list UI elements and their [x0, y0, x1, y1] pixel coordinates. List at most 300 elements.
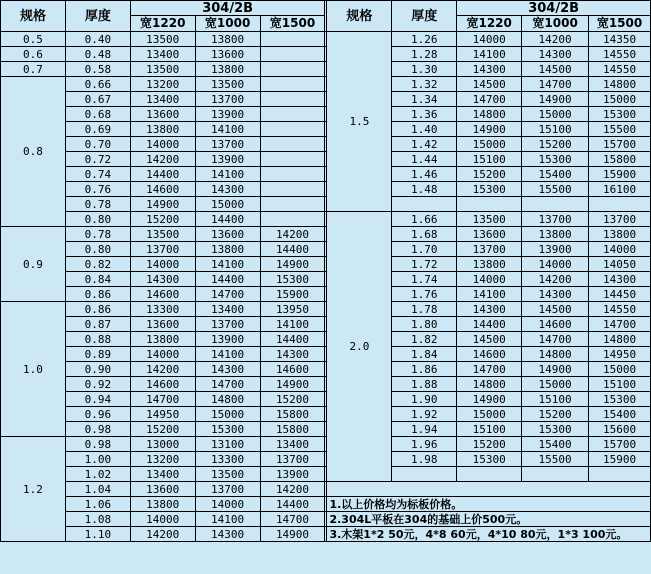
table-row	[1, 512, 651, 527]
column-gap	[325, 122, 327, 137]
table-row	[1, 32, 651, 47]
price-w1000-cell: 14700	[195, 377, 260, 392]
price-w1500-cell: 14550	[589, 302, 651, 317]
thickness-header-left: 厚度	[65, 1, 130, 32]
price-w1500-cell: 13400	[260, 437, 325, 452]
price-w1500-cell: 15200	[260, 392, 325, 407]
thickness-cell: 1.42	[392, 137, 457, 152]
price-w1220-cell: 14950	[130, 407, 195, 422]
price-w1220-cell: 13600	[130, 107, 195, 122]
price-w1220-cell: 13000	[130, 437, 195, 452]
price-w1500-cell: 15000	[589, 362, 651, 377]
price-w1500-cell: 14700	[260, 512, 325, 527]
price-w1220-cell: 14400	[130, 167, 195, 182]
price-w1000-cell: 15000	[522, 377, 589, 392]
price-w1000-cell: 14200	[522, 32, 589, 47]
price-w1000-cell: 14300	[195, 362, 260, 377]
price-w1500-cell: 14200	[260, 227, 325, 242]
thickness-cell	[392, 467, 457, 482]
price-w1000-cell: 15300	[195, 422, 260, 437]
price-w1000-cell: 14000	[522, 257, 589, 272]
price-w1220-cell: 13400	[130, 47, 195, 62]
price-w1000-cell	[522, 197, 589, 212]
grade-header-right: 304/2B	[457, 1, 651, 16]
price-w1220-cell: 14500	[457, 332, 522, 347]
price-w1000-cell: 15300	[522, 152, 589, 167]
price-w1500-cell	[589, 467, 651, 482]
note-2: 2.304L平板在304的基础上价500元。	[327, 512, 651, 527]
spec-cell: 1.5	[327, 32, 392, 212]
price-w1500-cell	[260, 122, 325, 137]
thickness-cell: 1.40	[392, 122, 457, 137]
price-w1500-cell	[260, 62, 325, 77]
price-w1220-cell: 13600	[130, 482, 195, 497]
table-row	[1, 437, 651, 452]
thickness-cell: 0.86	[65, 287, 130, 302]
price-w1500-cell: 14400	[260, 497, 325, 512]
column-gap	[325, 452, 327, 467]
column-gap	[325, 467, 327, 482]
spec-header-left: 规格	[1, 1, 66, 32]
thickness-cell: 1.02	[65, 467, 130, 482]
thickness-cell: 0.78	[65, 227, 130, 242]
price-w1000-cell: 13700	[195, 137, 260, 152]
table-row	[1, 92, 651, 107]
price-w1220-cell	[457, 197, 522, 212]
spec-cell: 1.2	[1, 437, 66, 542]
column-gap	[325, 332, 327, 347]
spec-header-right: 规格	[327, 1, 392, 32]
table-row	[1, 392, 651, 407]
price-w1000-cell: 13500	[195, 77, 260, 92]
price-w1000-cell: 13300	[195, 452, 260, 467]
price-w1500-cell: 13950	[260, 302, 325, 317]
thickness-cell: 1.66	[392, 212, 457, 227]
spec-cell: 0.5	[1, 32, 66, 47]
price-w1000-cell: 14700	[522, 332, 589, 347]
price-w1000-cell: 14300	[195, 527, 260, 542]
thickness-cell: 0.92	[65, 377, 130, 392]
width-1500-header-right: 宽1500	[589, 16, 651, 32]
table-row	[1, 497, 651, 512]
thickness-cell: 0.94	[65, 392, 130, 407]
table-row	[1, 167, 651, 182]
price-w1000-cell: 14200	[522, 272, 589, 287]
price-w1220-cell: 14600	[457, 347, 522, 362]
price-w1220-cell: 14600	[130, 182, 195, 197]
column-gap	[325, 107, 327, 122]
price-w1000-cell: 13800	[195, 242, 260, 257]
price-w1000-cell: 13900	[195, 152, 260, 167]
price-w1500-cell: 14400	[260, 242, 325, 257]
price-w1220-cell: 13400	[130, 467, 195, 482]
thickness-cell: 0.98	[65, 422, 130, 437]
spec-cell: 0.9	[1, 227, 66, 302]
table-row	[1, 47, 651, 62]
thickness-cell: 1.44	[392, 152, 457, 167]
price-w1220-cell: 15000	[457, 407, 522, 422]
price-w1500-cell	[260, 182, 325, 197]
price-w1500-cell: 14550	[589, 62, 651, 77]
price-w1220-cell: 15300	[457, 452, 522, 467]
thickness-cell: 1.78	[392, 302, 457, 317]
thickness-cell: 1.28	[392, 47, 457, 62]
price-w1500-cell: 15400	[589, 407, 651, 422]
price-w1220-cell: 13700	[130, 242, 195, 257]
price-w1500-cell	[260, 77, 325, 92]
price-w1500-cell: 15500	[589, 122, 651, 137]
price-w1220-cell: 15200	[457, 437, 522, 452]
price-w1220-cell: 14000	[457, 32, 522, 47]
column-gap	[325, 422, 327, 437]
thickness-cell: 1.88	[392, 377, 457, 392]
price-w1500-cell: 14550	[589, 47, 651, 62]
column-gap	[325, 302, 327, 317]
price-w1220-cell: 14000	[130, 257, 195, 272]
price-w1000-cell: 14900	[522, 362, 589, 377]
column-gap	[325, 137, 327, 152]
table-row	[1, 272, 651, 287]
thickness-cell: 1.00	[65, 452, 130, 467]
table-row	[1, 302, 651, 317]
table-row	[1, 62, 651, 77]
thickness-cell: 0.70	[65, 137, 130, 152]
thickness-cell: 0.84	[65, 272, 130, 287]
price-w1220-cell: 14900	[457, 122, 522, 137]
table-row	[1, 482, 651, 497]
price-w1500-cell: 13900	[260, 467, 325, 482]
column-gap	[325, 437, 327, 452]
price-w1000-cell: 15500	[522, 182, 589, 197]
price-w1500-cell: 15700	[589, 137, 651, 152]
price-w1500-cell: 14050	[589, 257, 651, 272]
thickness-cell: 1.94	[392, 422, 457, 437]
price-w1220-cell: 15200	[130, 422, 195, 437]
thickness-cell: 1.86	[392, 362, 457, 377]
thickness-cell: 1.32	[392, 77, 457, 92]
price-w1000-cell: 14700	[522, 77, 589, 92]
thickness-cell: 1.74	[392, 272, 457, 287]
thickness-cell: 0.88	[65, 332, 130, 347]
column-gap	[325, 152, 327, 167]
price-w1220-cell	[457, 467, 522, 482]
thickness-cell: 0.72	[65, 152, 130, 167]
column-gap	[325, 392, 327, 407]
note-1: 1.以上价格均为标板价格。	[327, 497, 651, 512]
price-w1000-cell: 15400	[522, 167, 589, 182]
price-w1000-cell: 15300	[522, 422, 589, 437]
price-w1220-cell: 14100	[457, 47, 522, 62]
column-gap	[325, 62, 327, 77]
thickness-cell: 1.06	[65, 497, 130, 512]
price-w1220-cell: 13200	[130, 77, 195, 92]
price-w1220-cell: 14400	[457, 317, 522, 332]
price-w1000-cell: 14100	[195, 257, 260, 272]
price-w1000-cell: 13600	[195, 227, 260, 242]
price-w1000-cell: 13700	[522, 212, 589, 227]
price-w1000-cell: 15200	[522, 137, 589, 152]
price-w1000-cell: 15200	[522, 407, 589, 422]
price-w1000-cell: 13700	[195, 482, 260, 497]
table-row	[1, 332, 651, 347]
price-w1500-cell: 14800	[589, 77, 651, 92]
price-table-body	[1, 1, 651, 542]
spec-cell: 0.7	[1, 62, 66, 77]
table-row	[1, 122, 651, 137]
price-w1000-cell: 13900	[522, 242, 589, 257]
column-gap	[325, 257, 327, 272]
price-w1220-cell: 13700	[457, 242, 522, 257]
price-w1000-cell	[522, 467, 589, 482]
price-w1220-cell: 14300	[457, 302, 522, 317]
thickness-cell: 1.36	[392, 107, 457, 122]
thickness-cell	[392, 197, 457, 212]
thickness-cell: 1.82	[392, 332, 457, 347]
price-w1220-cell: 14600	[130, 377, 195, 392]
price-w1500-cell	[260, 47, 325, 62]
width-1500-header-left: 宽1500	[260, 16, 325, 32]
price-w1500-cell	[589, 197, 651, 212]
price-w1000-cell: 15000	[522, 107, 589, 122]
price-w1500-cell: 14900	[260, 377, 325, 392]
thickness-cell: 1.72	[392, 257, 457, 272]
price-w1220-cell: 14300	[130, 272, 195, 287]
price-w1000-cell: 14900	[522, 92, 589, 107]
price-w1220-cell: 14700	[457, 92, 522, 107]
table-row	[1, 242, 651, 257]
price-w1220-cell: 13800	[130, 497, 195, 512]
price-w1500-cell	[260, 107, 325, 122]
price-w1500-cell	[260, 152, 325, 167]
price-w1000-cell: 13600	[195, 47, 260, 62]
price-w1220-cell: 13800	[457, 257, 522, 272]
thickness-cell: 0.80	[65, 242, 130, 257]
thickness-cell: 0.74	[65, 167, 130, 182]
thickness-header-right: 厚度	[392, 1, 457, 32]
column-gap	[325, 92, 327, 107]
table-row	[1, 197, 651, 212]
price-w1500-cell: 13700	[260, 452, 325, 467]
column-gap	[325, 77, 327, 92]
price-w1220-cell: 14000	[130, 512, 195, 527]
price-w1500-cell: 14300	[260, 347, 325, 362]
thickness-cell: 1.84	[392, 347, 457, 362]
thickness-cell: 1.90	[392, 392, 457, 407]
thickness-cell: 1.46	[392, 167, 457, 182]
price-w1000-cell: 14800	[195, 392, 260, 407]
thickness-cell: 1.68	[392, 227, 457, 242]
price-w1500-cell: 15700	[589, 437, 651, 452]
table-row	[1, 257, 651, 272]
price-w1000-cell: 14500	[522, 302, 589, 317]
price-w1220-cell: 14000	[130, 347, 195, 362]
price-w1500-cell: 15800	[260, 407, 325, 422]
thickness-cell: 0.96	[65, 407, 130, 422]
price-w1500-cell: 14400	[260, 332, 325, 347]
spec-cell: 2.0	[327, 212, 392, 482]
price-w1500-cell: 14100	[260, 317, 325, 332]
header-row	[1, 1, 651, 16]
table-row	[1, 107, 651, 122]
spec-cell: 1.0	[1, 302, 66, 437]
price-w1500-cell: 15300	[260, 272, 325, 287]
price-w1000-cell: 15100	[522, 392, 589, 407]
price-w1000-cell: 14300	[522, 287, 589, 302]
thickness-cell: 1.70	[392, 242, 457, 257]
note-0	[327, 482, 651, 497]
price-w1000-cell: 15100	[522, 122, 589, 137]
width-1220-header-right: 宽1220	[457, 16, 522, 32]
table-row	[1, 407, 651, 422]
table-row	[1, 137, 651, 152]
price-w1500-cell: 16100	[589, 182, 651, 197]
price-w1500-cell: 14700	[589, 317, 651, 332]
thickness-cell: 0.87	[65, 317, 130, 332]
thickness-cell: 0.82	[65, 257, 130, 272]
column-gap	[325, 377, 327, 392]
table-row	[1, 377, 651, 392]
price-w1000-cell: 13900	[195, 332, 260, 347]
price-w1220-cell: 13300	[130, 302, 195, 317]
column-gap	[325, 182, 327, 197]
table-row	[1, 467, 651, 482]
column-gap	[325, 197, 327, 212]
price-w1000-cell: 14600	[522, 317, 589, 332]
table-row	[1, 152, 651, 167]
price-w1500-cell: 13800	[589, 227, 651, 242]
column-gap	[325, 362, 327, 377]
price-w1220-cell: 15100	[457, 422, 522, 437]
thickness-cell: 1.34	[392, 92, 457, 107]
price-w1000-cell: 14100	[195, 347, 260, 362]
column-gap	[325, 317, 327, 332]
column-gap	[325, 227, 327, 242]
price-w1500-cell: 15100	[589, 377, 651, 392]
price-w1500-cell: 14450	[589, 287, 651, 302]
price-w1220-cell: 14600	[130, 287, 195, 302]
price-w1220-cell: 14700	[457, 362, 522, 377]
price-w1220-cell: 13200	[130, 452, 195, 467]
price-w1500-cell: 14900	[260, 527, 325, 542]
price-w1220-cell: 13500	[457, 212, 522, 227]
price-w1500-cell: 14300	[589, 272, 651, 287]
width-1000-header-right: 宽1000	[522, 16, 589, 32]
price-w1500-cell: 15000	[589, 92, 651, 107]
price-w1000-cell: 13100	[195, 437, 260, 452]
price-w1500-cell: 15300	[589, 392, 651, 407]
price-w1000-cell: 13700	[195, 317, 260, 332]
thickness-cell: 1.92	[392, 407, 457, 422]
price-w1500-cell: 13700	[589, 212, 651, 227]
price-w1220-cell: 13600	[130, 317, 195, 332]
table-row	[1, 347, 651, 362]
price-w1220-cell: 15100	[457, 152, 522, 167]
column-gap	[325, 347, 327, 362]
price-w1220-cell: 14200	[130, 527, 195, 542]
price-w1220-cell: 14800	[457, 377, 522, 392]
price-w1500-cell: 14350	[589, 32, 651, 47]
price-w1000-cell: 14800	[522, 347, 589, 362]
thickness-cell: 1.96	[392, 437, 457, 452]
price-w1000-cell: 14300	[195, 182, 260, 197]
thickness-cell: 0.90	[65, 362, 130, 377]
price-w1000-cell: 14100	[195, 512, 260, 527]
price-w1220-cell: 14100	[457, 287, 522, 302]
note-3: 3.木架1*2 50元，4*8 60元，4*10 80元，1*3 100元。	[327, 527, 651, 542]
price-w1000-cell: 14700	[195, 287, 260, 302]
price-w1500-cell: 15600	[589, 422, 651, 437]
table-row	[1, 212, 651, 227]
thickness-cell: 0.78	[65, 197, 130, 212]
price-w1500-cell: 15800	[260, 422, 325, 437]
thickness-cell: 0.80	[65, 212, 130, 227]
thickness-cell: 0.58	[65, 62, 130, 77]
thickness-cell: 1.80	[392, 317, 457, 332]
price-w1220-cell: 13500	[130, 32, 195, 47]
price-w1000-cell: 13900	[195, 107, 260, 122]
thickness-cell: 1.98	[392, 452, 457, 467]
price-w1220-cell: 15300	[457, 182, 522, 197]
price-w1500-cell: 14600	[260, 362, 325, 377]
width-1220-header-left: 宽1220	[130, 16, 195, 32]
price-w1220-cell: 14700	[130, 392, 195, 407]
thickness-cell: 0.67	[65, 92, 130, 107]
price-w1220-cell: 15200	[130, 212, 195, 227]
spec-cell: 0.6	[1, 47, 66, 62]
price-w1000-cell: 13700	[195, 92, 260, 107]
price-w1220-cell: 14800	[457, 107, 522, 122]
price-w1220-cell: 13500	[130, 62, 195, 77]
price-w1000-cell: 15400	[522, 437, 589, 452]
price-w1220-cell: 15200	[457, 167, 522, 182]
thickness-cell: 0.68	[65, 107, 130, 122]
column-gap	[325, 167, 327, 182]
price-w1000-cell: 14100	[195, 167, 260, 182]
price-w1500-cell: 15900	[260, 287, 325, 302]
price-w1220-cell: 13800	[130, 122, 195, 137]
price-w1500-cell: 15300	[589, 107, 651, 122]
width-1000-header-left: 宽1000	[195, 16, 260, 32]
thickness-cell: 0.48	[65, 47, 130, 62]
thickness-cell: 0.40	[65, 32, 130, 47]
thickness-cell: 0.66	[65, 77, 130, 92]
price-w1500-cell: 14200	[260, 482, 325, 497]
thickness-cell: 0.86	[65, 302, 130, 317]
price-w1000-cell: 15500	[522, 452, 589, 467]
price-w1220-cell: 13800	[130, 332, 195, 347]
table-row	[1, 227, 651, 242]
price-w1500-cell: 14900	[260, 257, 325, 272]
thickness-cell: 0.89	[65, 347, 130, 362]
price-w1220-cell: 14200	[130, 362, 195, 377]
price-w1220-cell: 14900	[457, 392, 522, 407]
price-w1500-cell: 15900	[589, 452, 651, 467]
price-w1220-cell: 13400	[130, 92, 195, 107]
price-w1500-cell	[260, 212, 325, 227]
thickness-cell: 1.30	[392, 62, 457, 77]
grade-header-left: 304/2B	[130, 1, 325, 16]
price-w1000-cell: 14500	[522, 62, 589, 77]
price-w1220-cell: 14300	[457, 62, 522, 77]
price-w1000-cell: 15000	[195, 407, 260, 422]
price-w1000-cell: 13800	[522, 227, 589, 242]
thickness-cell: 1.04	[65, 482, 130, 497]
spec-cell: 0.8	[1, 77, 66, 227]
price-w1220-cell: 14900	[130, 197, 195, 212]
price-w1000-cell: 13500	[195, 467, 260, 482]
price-w1000-cell: 13800	[195, 32, 260, 47]
table-row	[1, 422, 651, 437]
